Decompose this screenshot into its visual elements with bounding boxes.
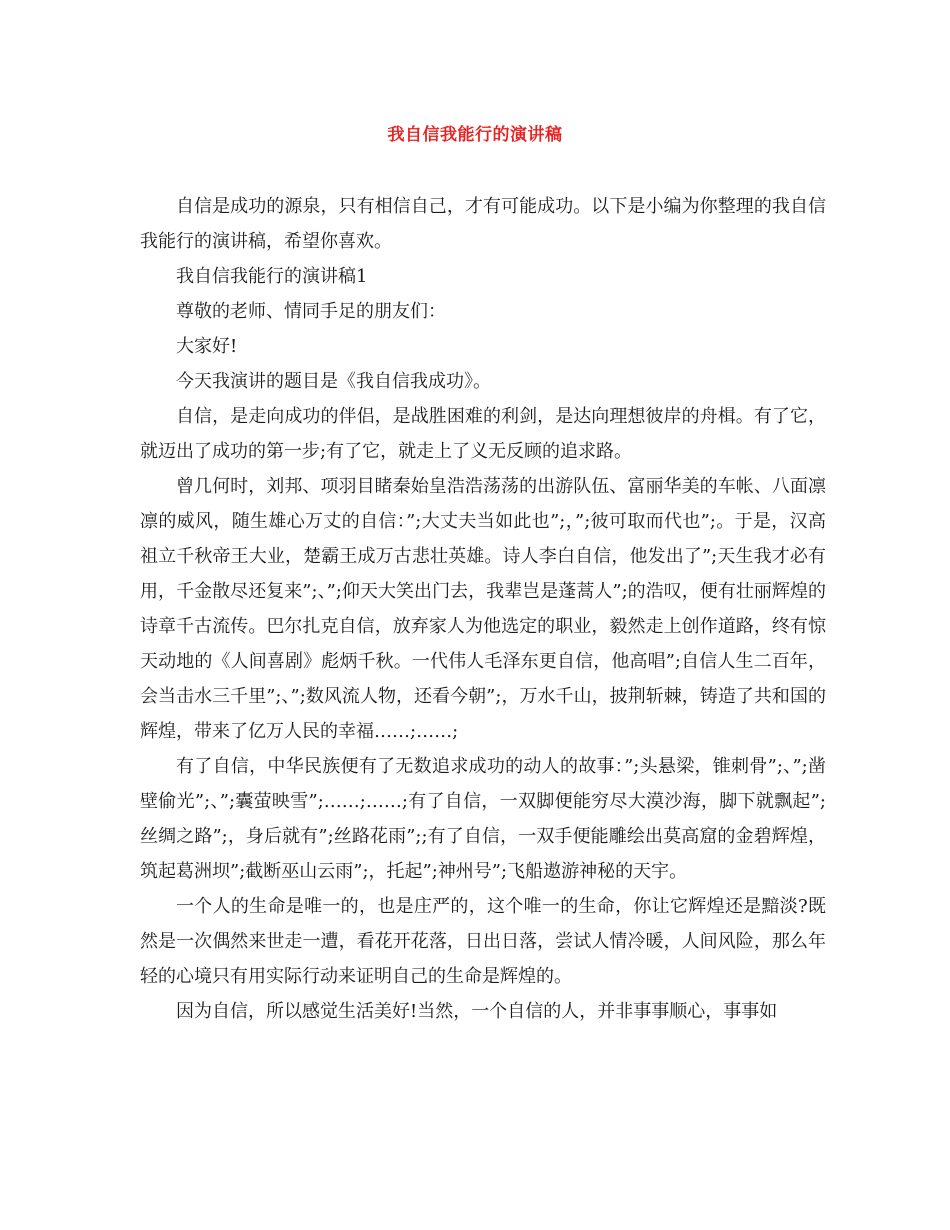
body-paragraph: 自信，是走向成功的伴侣，是战胜困难的利剑，是达向理想彼岸的舟楫。有了它，就迈出了成功的第一步;有了它，就走上了义无反顾的追求路。 [140,406,826,462]
body-paragraph: 有了自信，中华民族便有了无数追求成功的动人的故事：”;头悬梁，锥刺骨”;、”;凿壁偷光”;、”;囊萤映雪”;……;……;有了自信，一双脚便能穷尽大漠沙海，脚下就飘起”;丝绸之路”;，身后就有”;丝路花雨”;;有了自信，一双手便能雕绘出莫高窟的金碧辉煌，筑起葛洲坝”;截断巫山云雨”;，托起”;神州号”;飞船遨游神秘的天宇。 [140,756,826,882]
intro-paragraph: 自信是成功的源泉，只有相信自己，才有可能成功。以下是小编为你整理的我自信我能行的演讲稿，希望你喜欢。 [140,196,826,252]
topic-line: 今天我演讲的题目是《我自信我成功》。 [176,371,491,392]
body-paragraph: 因为自信，所以感觉生活美好!当然，一个自信的人，并非事事顺心，事事如 [176,1001,778,1022]
body-paragraph: 曾几何时，刘邦、项羽目睹秦始皇浩浩荡荡的出游队伍、富丽华美的车帐、八面凛凛的威风，随生雄心万丈的自信：”;大丈夫当如此也”;，”;彼可取而代也”;。于是，汉高祖立千秋帝王大业，楚霸王成万古悲壮英雄。诗人李白自信，他发出了”;天生我才必有用，千金散尽还复来”;、”;仰天大笑出门去，我辈岂是蓬蒿人”;的浩叹，便有壮丽辉煌的诗章千古流传。巴尔扎克自信，放弃家人为他选定的职业，毅然走上创作道路，终有惊天动地的《人间喜剧》彪炳千秋。一代伟人毛泽东更自信，他高唱”;自信人生二百年，会当击水三千里”;、”;数风流人物，还看今朝”;，万水千山，披荆斩棘，铸造了共和国的辉煌，带来了亿万人民的幸福……;……; [140,476,826,742]
document-title: 我自信我能行的演讲稿 [387,125,563,145]
document-body [140,189,826,1029]
section-heading: 我自信我能行的演讲稿1 [176,266,368,287]
body-paragraph: 一个人的生命是唯一的，也是庄严的，这个唯一的生命，你让它辉煌还是黯淡?既然是一次偶然来世走一遭，看花开花落，日出日落，尝试人情冷暖，人间风险，那么年轻的心境只有用实际行动来证明自己的生命是辉煌的。 [140,896,826,987]
salutation: 尊敬的老师、情同手足的朋友们： [176,301,446,322]
greeting: 大家好! [176,336,238,357]
